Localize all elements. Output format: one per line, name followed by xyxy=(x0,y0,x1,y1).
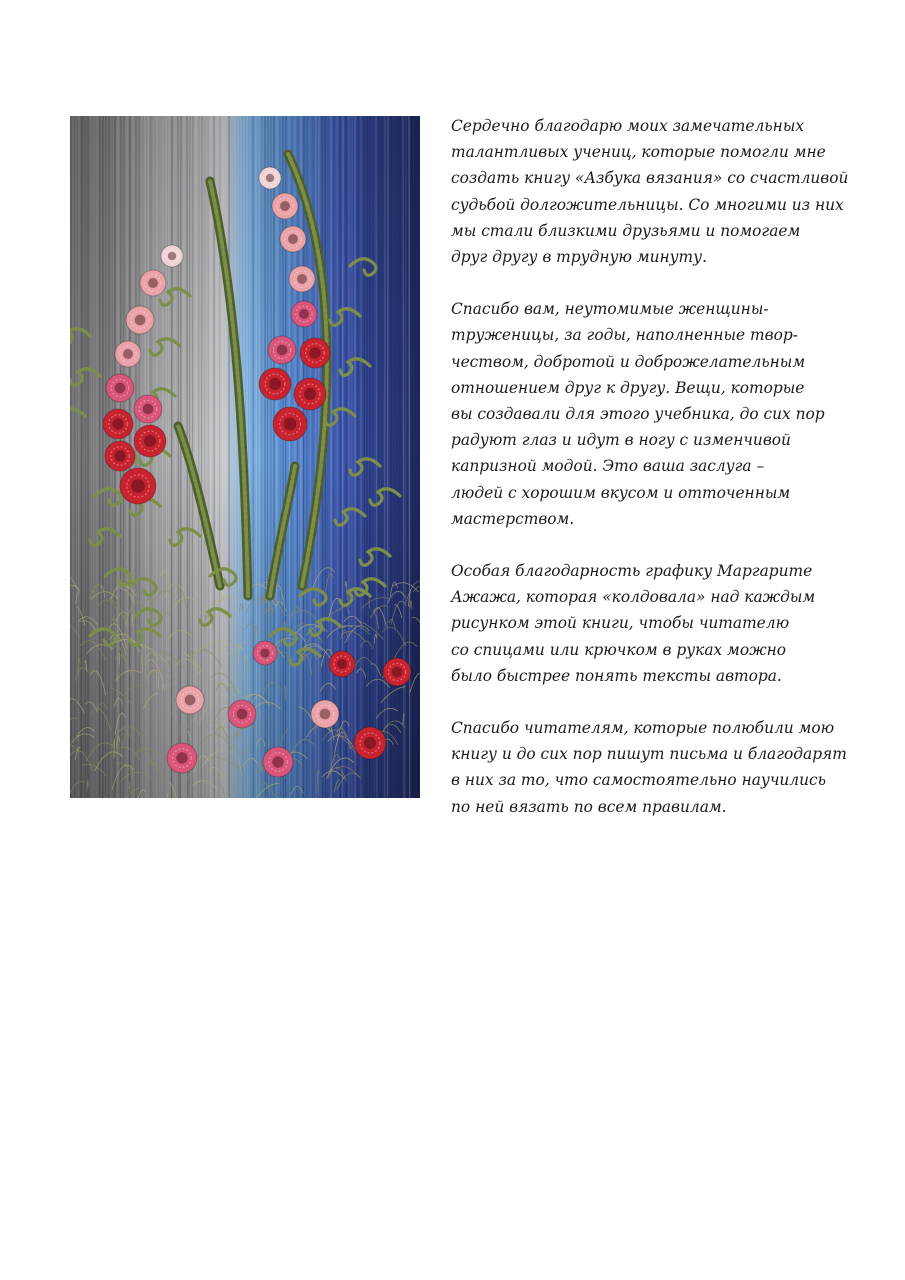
text-line: Ажажа, которая «колдовала» над каждым xyxy=(451,588,816,607)
text-line: отношением друг к другу. Вещи, которые xyxy=(451,378,805,397)
text-line: создать книгу «Азбука вязания» со счастливой xyxy=(451,169,849,188)
text-line: со спицами или крючком в руках можно xyxy=(451,640,786,659)
text-line: было быстрее понять тексты автора. xyxy=(451,666,782,685)
knitted-flowers-photo xyxy=(70,116,420,798)
text-line: талантливых учениц, которые помогли мне xyxy=(451,143,826,162)
text-line: судьбой долгожительницы. Со многими из них xyxy=(451,195,844,214)
paragraph-1 xyxy=(451,113,891,270)
text-line: Спасибо читателям, которые полюбили мою xyxy=(451,719,835,738)
text-line: друг другу в трудную минуту. xyxy=(451,248,707,267)
text-line: чеством, добротой и доброжелательным xyxy=(451,352,806,371)
paragraph-2 xyxy=(451,296,891,532)
text-line: вы создавали для этого учебника, до сих пор xyxy=(451,405,825,424)
text-line: радуют глаз и идут в ногу с изменчивой xyxy=(451,431,791,450)
text-line: труженицы, за годы, наполненные твор- xyxy=(451,326,798,345)
text-line: рисунком этой книги, чтобы читателю xyxy=(451,614,790,633)
text-line: книгу и до сих пор пишут письма и благодарят xyxy=(451,745,847,764)
acknowledgements-text xyxy=(451,113,891,846)
text-line: Спасибо вам, неутомимые женщины- xyxy=(451,300,769,319)
paragraph-4 xyxy=(451,715,891,820)
text-line: людей с хорошим вкусом и отточенным xyxy=(451,483,791,502)
text-line: Особая благодарность графику Маргарите xyxy=(451,562,813,581)
text-line: по ней вязать по всем правилам. xyxy=(451,797,727,816)
text-line: Сердечно благодарю моих замечательных xyxy=(451,117,805,135)
text-line: мастерством. xyxy=(451,509,575,528)
text-line: капризной модой. Это ваша заслуга – xyxy=(451,457,765,476)
text-line: мы стали близкими друзьями и помогаем xyxy=(451,221,801,240)
paragraph-3 xyxy=(451,558,891,689)
text-line: в них за то, что самостоятельно научились xyxy=(451,771,827,790)
